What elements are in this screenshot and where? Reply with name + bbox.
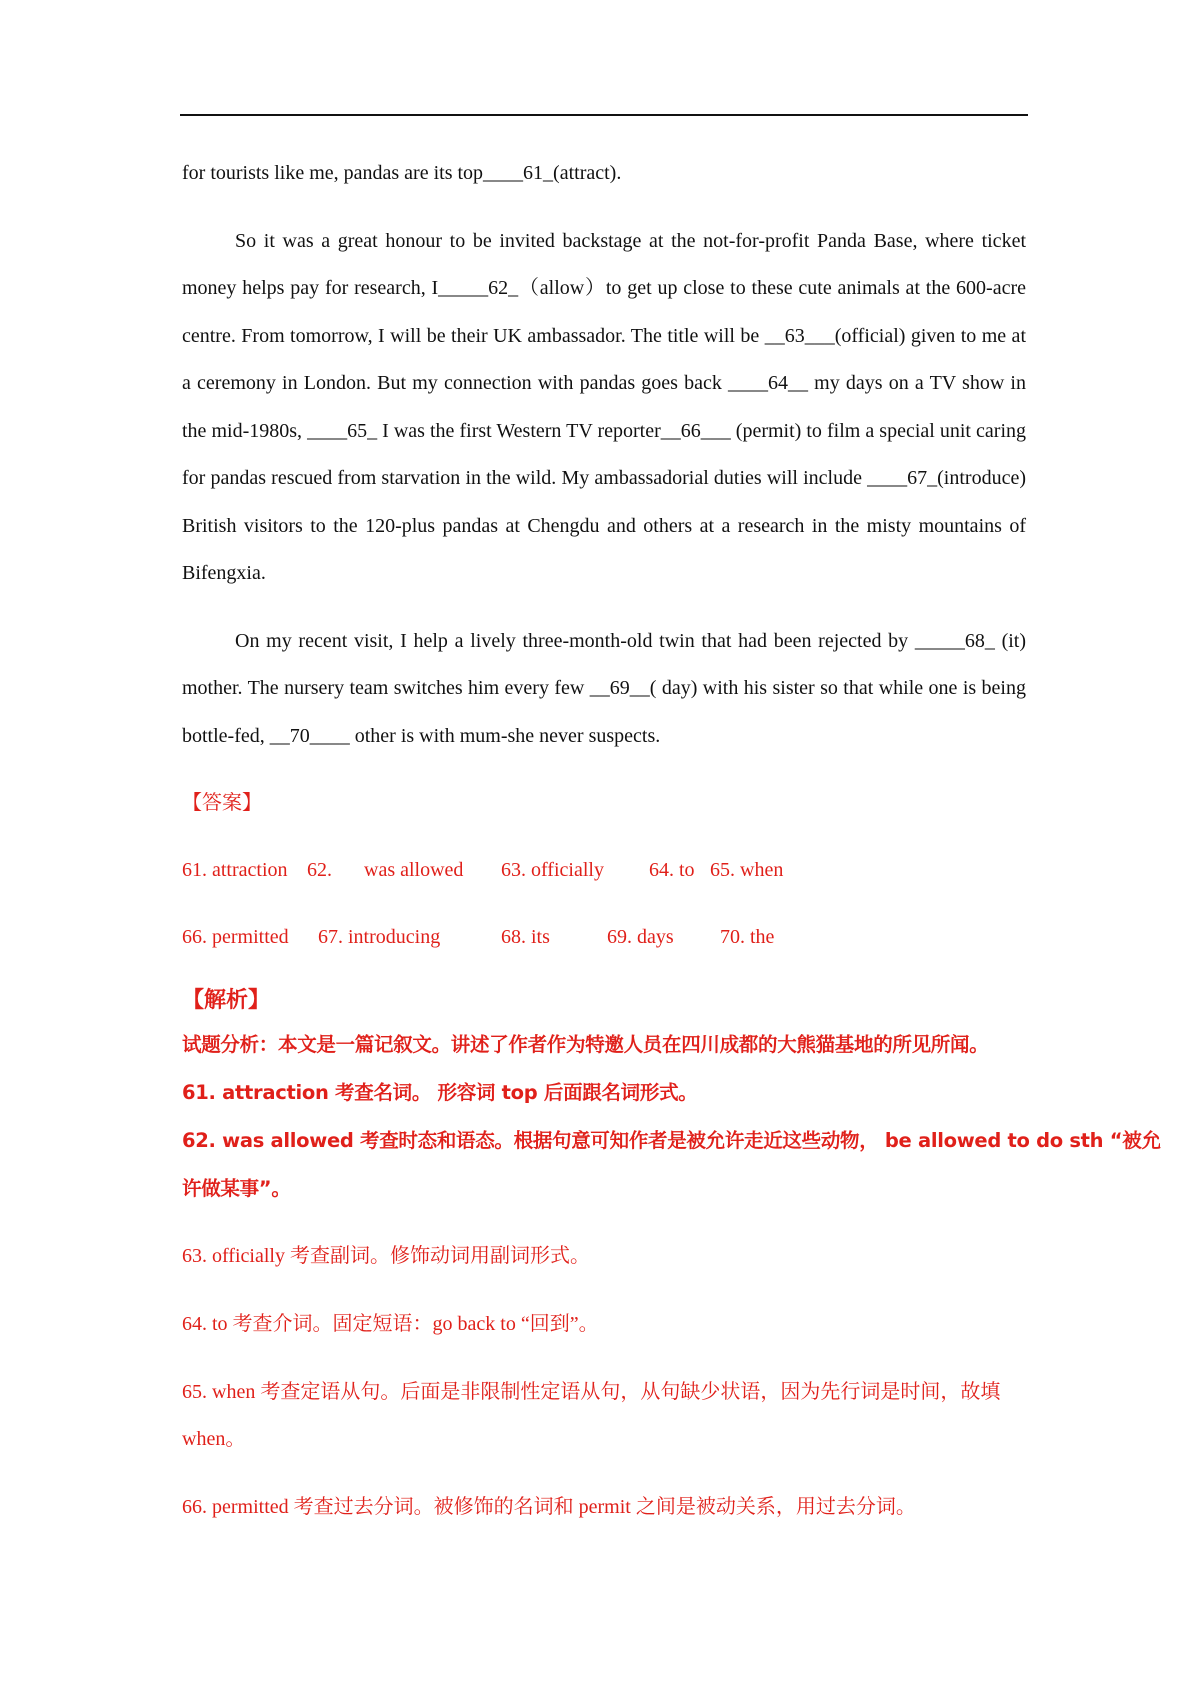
answer-67: 67. introducing bbox=[318, 926, 441, 948]
passage-paragraph-3: On my recent visit, I help a lively three-month-old twin that had been rejected by _____68_ (it) mother. The nursery team switches him every few __69__( day) with his sister so that while one is being bottle-fed, __70____ other is with mum-she never suspects. bbox=[182, 629, 1026, 747]
answer-65: 65. when bbox=[710, 859, 784, 881]
answer-heading: 【答案】 bbox=[182, 792, 262, 814]
analysis-item-64: 64. to 考查介词。固定短语：go back to “回到”。 bbox=[182, 1313, 599, 1335]
answer-62: was allowed bbox=[364, 859, 464, 881]
analysis-item-66: 66. permitted 考查过去分词。被修饰的名词和 permit 之间是被动关系，用过去分词。 bbox=[182, 1496, 916, 1518]
answer-68: 68. its bbox=[501, 926, 550, 948]
analysis-item-63: 63. officially 考查副词。修饰动词用副词形式。 bbox=[182, 1245, 590, 1267]
header-rule bbox=[180, 114, 1028, 116]
analysis-item-65: 65. when 考查定语从句。后面是非限制性定语从句，从句缺少状语，因为先行词是时间，故填 when。 bbox=[182, 1381, 1001, 1450]
document-page bbox=[182, 150, 1161, 1531]
answer-64: 64. to bbox=[649, 859, 695, 881]
answer-66: 66. permitted bbox=[182, 926, 289, 948]
answer-62-number: 62. bbox=[307, 859, 332, 881]
answer-63: 63. officially bbox=[501, 859, 604, 881]
analysis-item-62: 62. was allowed 考查时态和语态。根据句意可知作者是被允许走近这些动物， be allowed to do sth “被允许做某事”。 bbox=[182, 1129, 1161, 1200]
answer-row-1 bbox=[182, 847, 1026, 894]
answer-70: 70. the bbox=[720, 926, 775, 948]
answer-69: 69. days bbox=[607, 926, 674, 948]
analysis-heading: 【解析】 bbox=[182, 988, 271, 1013]
analysis-summary: 试题分析：本文是一篇记叙文。讲述了作者作为特邀人员在四川成都的大熊猫基地的所见所闻。 bbox=[182, 1033, 989, 1056]
passage-paragraph-2: So it was a great honour to be invited backstage at the not-for-profit Panda Base, where ticket money helps pay for research, I_____62_（allow）to get up close to these cute animals at the 600-acre centre. From tomorrow, I will be their UK ambassador. The title will be __63___(official) given to me at a ceremony in London. But my connection with pandas goes back ____64__ my days on a TV show in the mid-1980s, ____65_ I was the first Western TV reporter__66___ (permit) to film a special unit caring for pandas rescued from starvation in the wild. My ambassadorial duties will include ____67_(introduce) British visitors to the 120-plus pandas at Chengdu and others at a research in the misty mountains of Bifengxia. bbox=[182, 229, 1026, 584]
answer-row-2 bbox=[182, 914, 1026, 961]
passage-line-1: for tourists like me, pandas are its top____61_(attract). bbox=[182, 162, 622, 184]
analysis-item-61: 61. attraction 考查名词。 形容词 top 后面跟名词形式。 bbox=[182, 1081, 698, 1104]
answer-61: 61. attraction bbox=[182, 859, 288, 881]
